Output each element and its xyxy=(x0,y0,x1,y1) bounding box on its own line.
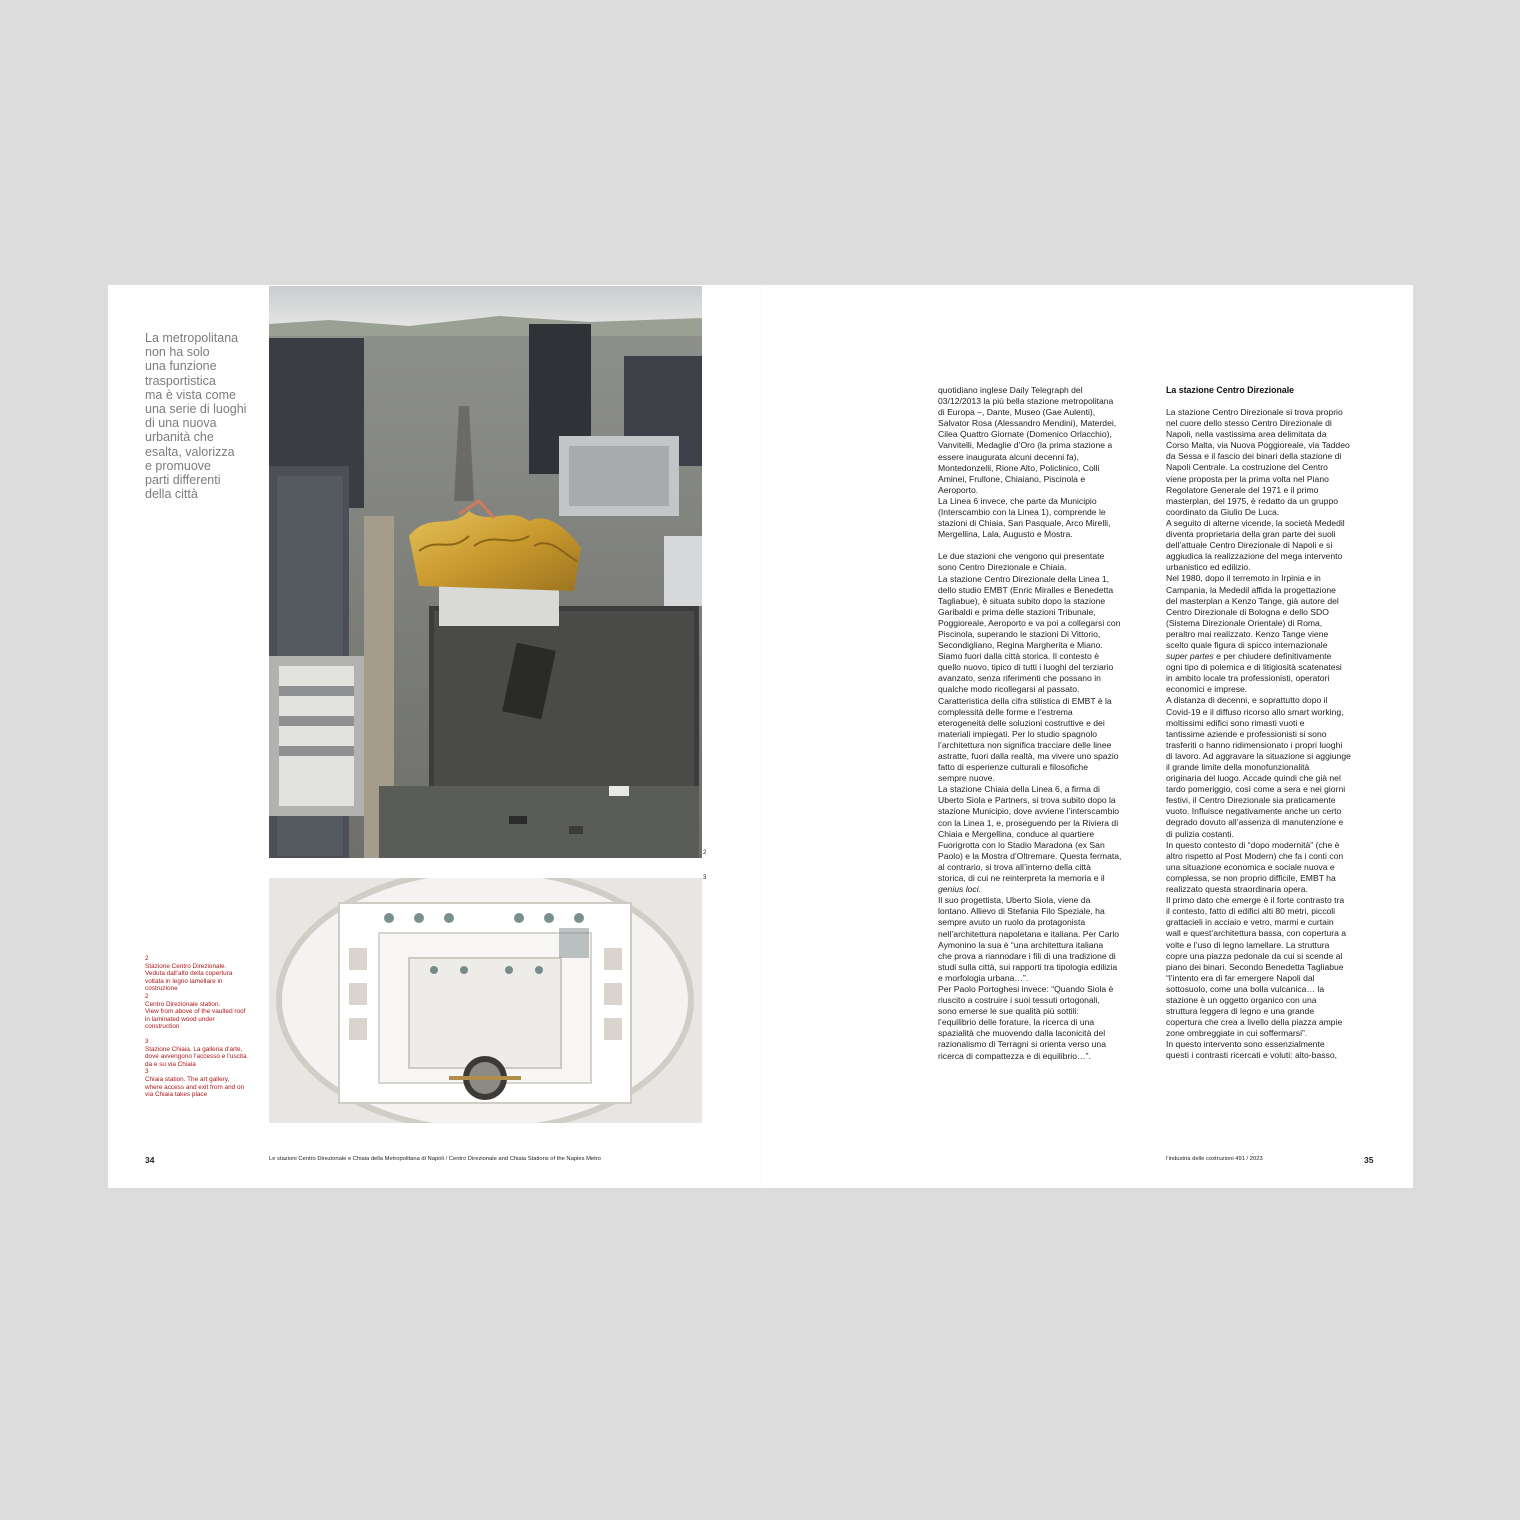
running-footer-left: Le stazioni Centro Direzionale e Chiaia della Metropolitana di Napoli / Centro Direzionale and Chiaia Stations of the Naples Metro xyxy=(269,1156,601,1162)
paragraph-italic: super partes xyxy=(1166,651,1214,662)
figure-captions xyxy=(145,955,257,1106)
paragraph xyxy=(938,784,1152,895)
figure-number-2: 2 xyxy=(703,850,707,856)
caption-text-en: Chiaia station. The art gallery, where access and exit from and on via Chiaia takes place xyxy=(145,1075,245,1099)
paragraph xyxy=(1166,573,1380,695)
page-number-left: 34 xyxy=(145,1155,155,1165)
caption-number-it: 3 xyxy=(145,1037,149,1045)
paragraph-text: La stazione Chiaia della Linea 6, a firma di Uberto Siola e Partners, si trova subito dopo la stazione Municipio, dove avviene l’interscambio con la Linea 1, e, proseguendo per la Riviera di Chiaia e Mergellina, conduce al quartiere Fuorigrotta con lo Stadio Maradona (ex San Paolo) e la Mostra d’Oltremare. Questa fermata, al contrario, si trova all’interno della città storica, di cui ne reinterpreta la memoria e il xyxy=(938,784,1122,884)
paragraph: Per Paolo Portoghesi invece: “Quando Siola è riuscito a costruire i suoi tessuti ortogonali, sono emerse le sue qualità più sottili: l’equilibrio delle forature, la ricerca di una spazialità che muovendo dalla laconicità del razionalismo di Terragni si orienta verso una ricerca di compattezza e di equilibrio…”. xyxy=(938,983,1114,1061)
caption-number-en: 3 xyxy=(145,1068,149,1076)
caption-figure-2 xyxy=(145,955,257,1031)
caption-number-it: 2 xyxy=(145,955,149,962)
photo-aerial-centro-direzionale xyxy=(269,286,702,858)
page-number-right: 35 xyxy=(1364,1155,1374,1165)
paragraph-text: e per chiudere definitivamente ogni tipo di polemica e di litigiosità scatenatesi in ambito locale tra professionisti, operatori economici e imprese. xyxy=(1166,651,1342,695)
paragraph: In questo intervento sono essenzialmente questi i contrasti ricercati e voluti: alto-basso, xyxy=(1166,1039,1337,1061)
paragraph: La stazione Centro Direzionale si trova proprio nel cuore dello stesso Centro Direzionale di Napoli, nella vastissima area delimitata da Corso Malta, via Nuova Poggioreale, via Taddeo da Sessa e il fascio dei binari della stazione di Napoli Centrale. La costruzione del Centro viene proposta per la prima volta nel Piano Regolatore Generale del 1971 e il primo masterplan, del 1975, è redatto da un gruppo coordinato da Giulio De Luca. xyxy=(1166,407,1350,517)
text-column-1 xyxy=(938,385,1152,1062)
photo-chiaia-gallery xyxy=(269,878,702,1123)
caption-figure-3 xyxy=(145,1038,257,1099)
paragraph: La stazione Centro Direzionale della Linea 1, dello studio EMBT (Enric Miralles e Benedetta Tagliabue), è situata subito dopo la stazione Garibaldi e prima delle stazioni Tribunale, Poggioreale, Aeroporto e va poi a collegarsi con Piscinola, superando le stazioni Di Vittorio, Secondigliano, Regina Margherita e Miano. Siamo fuori dalla città storica. Il contesto è quello nuovo, tipico di tutti i luoghi del terziario avanzato, senza riferimenti che possano in qualche modo ricollegarsi al passato. xyxy=(938,573,1121,695)
paragraph: quotidiano inglese Daily Telegraph del 03/12/2013 la più bella stazione metropolitana di Europa –, Dante, Museo (Gae Aulenti), Salvator Rosa (Alessandro Mendini), Materdei, Cilea Quattro Giornate (Domenico Orlacchio), Vanvitelli, Medaglie d’Oro (la prima stazione a essere inaugurata alcuni decenni fa), Montedonzelli, Rione Alto, Policlinico, Colli Aminei, Frullone, Chiaiano, Piscinola e Aeroporto. xyxy=(938,385,1117,495)
paragraph: Caratteristica della cifra stilistica di EMBT è la complessità delle forme e l’estrema eterogeneità delle soluzioni costruttive e dei materiali impiegati. Per lo studio spagnolo l’architettura non significa tracciare delle linee astratte, fuori dalla realtà, ma vivere uno spazio fatto di esperienze culturali e filosofiche sempre nuove. xyxy=(938,695,1119,784)
magazine-spread xyxy=(108,285,1413,1188)
paragraph: Il suo progettista, Uberto Siola, viene da lontano. Allievo di Stefania Filo Speziale, ha sempre avuto un ruolo da protagonista nell’architettura napoletana e italiana. Per Carlo Aymonino la sua è “una architettura italiana che prova a riannodare i fili di una tradizione di studi sulla città, sui rapporti tra tipologia edilizia e morfologia urbana…”. xyxy=(938,895,1120,983)
paragraph: Il primo dato che emerge è il forte contrasto tra il contesto, fatto di edifici alti 80 metri, piccoli grattacieli in acciaio e vetro, marmi e curtain wall e quest’architettura bassa, con copertura a volte e l’uso di legno lamellare. La struttura copre una piazza pedonale da cui si scende al piano dei binari. Secondo Benedetta Tagliabue “l’intento era di far emergere Napoli dal sottosuolo, come una bolla vulcanica… la stazione è un oggetto organico con una struttura leggera di legno e una grande copertura che crea a livello della piazza ampie zone ombreggiate in cui soffermarsi”. xyxy=(1166,895,1347,1039)
paragraph-italic: genius loci. xyxy=(938,884,981,895)
paragraph: La Linea 6 invece, che parte da Municipio (Interscambio con la Linea 1), comprende le stazioni di Chiaia, San Pasquale, Arco Mirelli, Mergellina, Lala, Augusto e Mostra. xyxy=(938,495,1111,540)
paragraph: A distanza di decenni, e soprattutto dopo il Covid-19 e il diffuso ricorso allo smart working, moltissimi edifici sono rimasti vuoti e tantissime aziende e professionisti si sono trasferiti o hanno ridimensionato i propri luoghi di lavoro. Ad aggravare la situazione si aggiunge il grande limite della monofunzionalità originaria del luogo. Accade quindi che già nel tardo pomeriggio, così come a sera e nei giorni festivi, il Centro Direzionale sia praticamente vuoto. Influisce negativamente anche un certo degrado dovuto all’assenza di manutenzione e di pulizia costanti. xyxy=(1166,695,1351,839)
caption-text-en: Centro Direzionale station. View from above of the vaulted roof in laminated wood under construction xyxy=(145,1000,246,1031)
caption-text-it: Stazione Chiaia. La galleria d’arte, dove avvengono l’accesso e l’uscita da e su via Chiaia xyxy=(145,1045,247,1068)
page-gutter xyxy=(760,285,761,1188)
pull-quote: La metropolitana non ha solo una funzione trasportistica ma è vista come una serie di luoghi di una nuova urbanità che esalta, valorizza e promuove parti differenti della città xyxy=(145,331,247,502)
running-footer-right: l’industria delle costruzioni 491 / 2023 xyxy=(1166,1156,1263,1162)
paragraph-text: Nel 1980, dopo il terremoto in Irpinia e in Campania, la Mededil affida la progettazione del masterplan a Kenzo Tange, già autore del Centro Direzionale di Bologna e dello SDO (Sistema Direzionale Orientale) di Roma, peraltro mai realizzato. Kenzo Tange viene scelto quale figura di spicco internazionale xyxy=(1166,573,1339,650)
caption-number-en: 2 xyxy=(145,992,149,1000)
paragraph: In questo contesto di “dopo modernità” (che è altro rispetto al Post Modern) che fa i conti con una situazione economica e sociale nuova e complessa, se non proprio difficile, EMBT ha realizzato questa straordinaria opera. xyxy=(1166,839,1344,895)
figure-number-3: 3 xyxy=(703,875,707,881)
text-column-2 xyxy=(1166,385,1380,1062)
paragraph: A seguito di alterne vicende, la società Mededil diventa proprietaria della gran parte dei suoli dell’attuale Centro Direzionale di Napoli e si aggiudica la realizzazione del mega intervento urbanistico ed edilizio. xyxy=(1166,517,1345,573)
caption-text-it: Stazione Centro Direzionale. Veduta dall’alto della copertura voltata in legno lamellare in costruzione xyxy=(145,962,233,993)
paragraph: Le due stazioni che vengono qui presentate sono Centro Direzionale e Chiaia. xyxy=(938,551,1105,573)
section-heading: La stazione Centro Direzionale xyxy=(1166,385,1295,395)
